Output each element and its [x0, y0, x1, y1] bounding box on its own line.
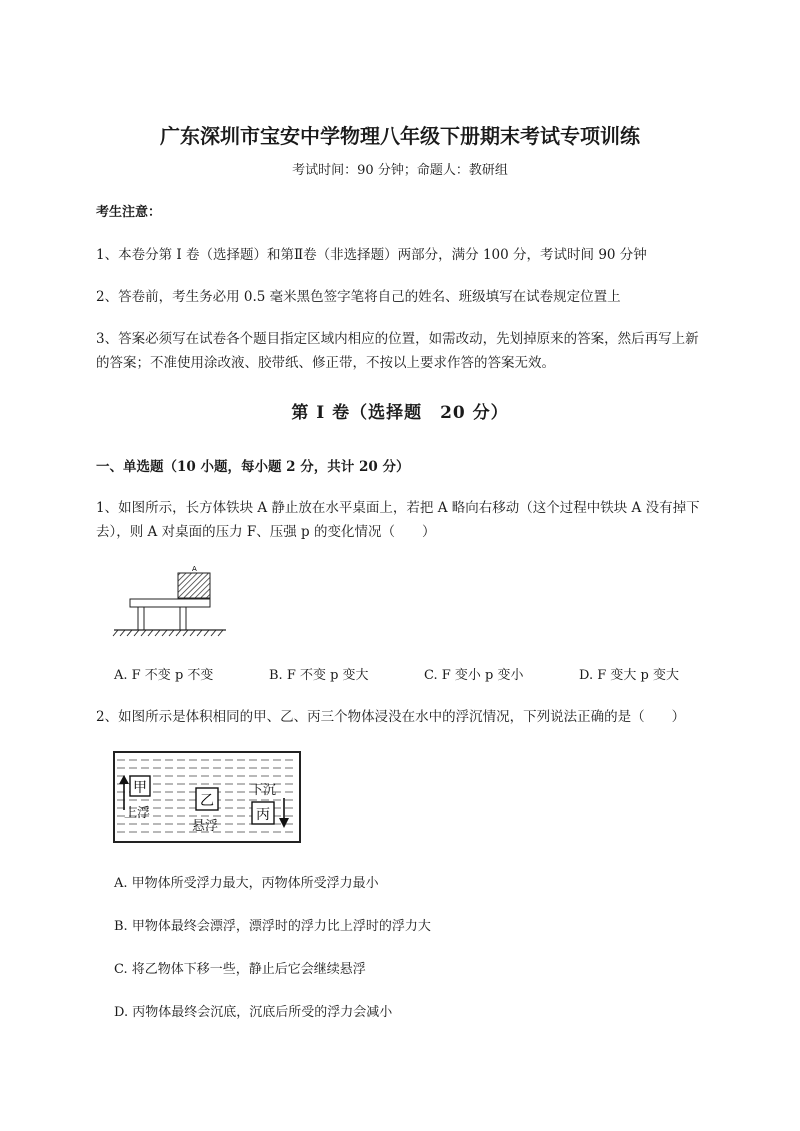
part-title: 一、单选题（10 小题，每小题 2 分，共计 20 分） [96, 459, 410, 475]
notice-line-3b: 的答案；不准使用涂改液、胶带纸、修正带，不按以上要求作答的答案无效。 [96, 355, 555, 371]
table-leg-left [138, 607, 144, 630]
q1-option-a[interactable]: A. F 不变 p 不变 [114, 668, 214, 683]
table-top [130, 599, 210, 607]
q1-option-c[interactable]: C. F 变小 p 变小 [424, 668, 524, 683]
label-xuanfu: 悬浮 [192, 819, 219, 834]
q2-option-d[interactable]: D. 丙物体最终会沉底，沉底后所受的浮力会减小 [114, 1005, 393, 1020]
ground-hatch [113, 630, 223, 636]
label-xiachen: 下沉 [250, 783, 277, 798]
q1-option-b[interactable]: B. F 不变 p 变大 [269, 668, 369, 683]
page-title: 广东深圳市宝安中学物理八年级下册期末考试专项训练 [160, 124, 640, 148]
q1-options [114, 664, 734, 683]
table-leg-right [180, 607, 186, 630]
q2-option-c[interactable]: C. 将乙物体下移一些，静止后它会继续悬浮 [114, 962, 366, 977]
label-jia: 甲 [133, 780, 147, 796]
q2-option-b[interactable]: B. 甲物体最终会漂浮，漂浮时的浮力比上浮时的浮力大 [114, 919, 431, 934]
q1-table-figure [108, 560, 248, 642]
section-title: 第 I 卷（选择题 20 分） [291, 403, 509, 423]
notice-line-2: 2、答卷前，考生务必用 0.5 毫米黑色签字笔将自己的姓名、班级填写在试卷规定位置上 [96, 289, 621, 305]
q2-option-a[interactable]: A. 甲物体所受浮力最大，丙物体所受浮力最小 [114, 876, 379, 891]
label-yi: 乙 [200, 793, 214, 809]
q2-text-line-1: 2、如图所示是体积相同的甲、乙、丙三个物体浸没在水中的浮沉情况，下列说法正确的是（ ） [96, 709, 686, 725]
iron-block [178, 573, 210, 598]
q1-option-d[interactable]: D. F 变大 p 变大 [579, 668, 679, 683]
exam-info: 考试时间：90 分钟；命题人：教研组 [292, 163, 508, 178]
notice-line-1: 1、本卷分第 I 卷（选择题）和第Ⅱ卷（非选择题）两部分，满分 100 分，考试时间 90 分钟 [96, 247, 647, 263]
q1-text-line-2: 去），则 A 对桌面的压力 F、压强 p 的变化情况（ ） [96, 524, 436, 540]
notice-heading: 考生注意： [96, 205, 162, 220]
block-label: A [192, 565, 197, 573]
notice-line-3a: 3、答案必须写在试卷各个题目指定区域内相应的位置，如需改动，先划掉原来的答案，然后再写上新 [96, 331, 699, 347]
label-bing: 丙 [256, 807, 270, 823]
label-shangfu: 上浮 [124, 806, 151, 821]
q1-text-line-1: 1、如图所示，长方体铁块 A 静止放在水平桌面上，若把 A 略向右移动（这个过程中铁块 A 没有掉下 [96, 500, 700, 516]
q2-water-figure [112, 750, 302, 845]
